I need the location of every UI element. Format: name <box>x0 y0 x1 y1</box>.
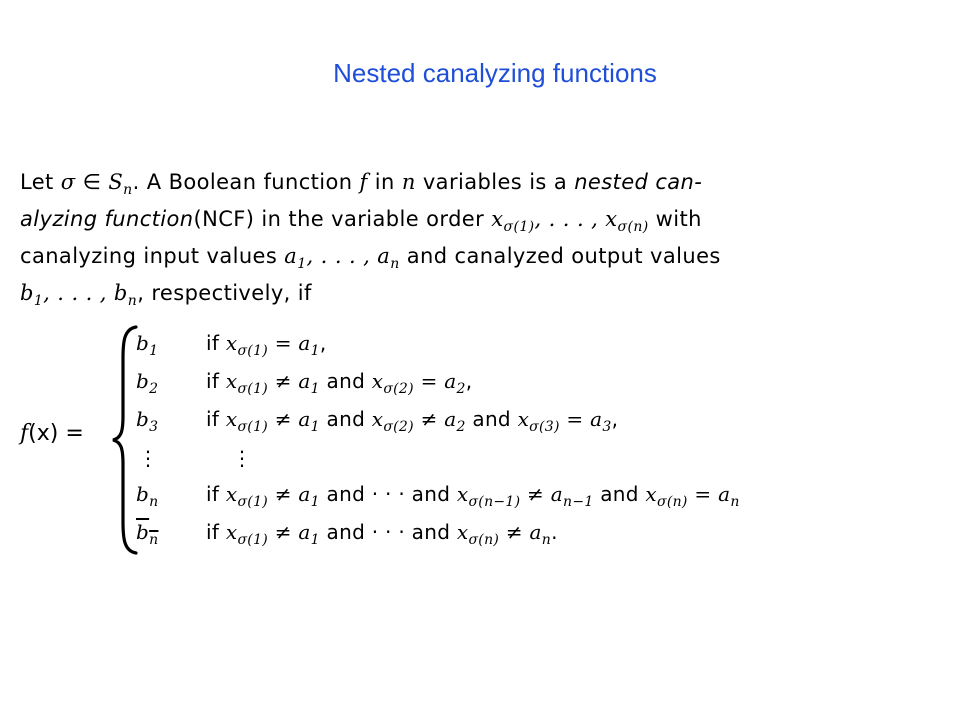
vertical-dots: ⋮ <box>138 446 158 470</box>
case-value: $b_2$ <box>136 369 159 397</box>
case-condition: if $x_{\sigma(1)} \ne a_1$ and $x_{\sigma(2)} = a_2$, <box>206 369 473 397</box>
case-condition: if $x_{\sigma(1)} \ne a_1$ and $x_{\sigma(2)} \ne a_2$ and $x_{\sigma(3)} = a_3$, <box>206 407 619 435</box>
case-value: $b_1$ <box>136 331 159 359</box>
definition-line: canalyzing input values $a_1$, . . . , $a_n$ and canalyzed output values <box>20 244 721 272</box>
vertical-dots: ⋮ <box>232 446 252 470</box>
case-value: $b_3$ <box>136 407 159 435</box>
definition-line: Let σ ∈ $S_n$. A Boolean function f in n variables is a nested can- <box>20 170 703 198</box>
definition-line: alyzing function(NCF) in the variable order $x_{\sigma(1)}$, . . . , $x_{\sigma(n)}$ with <box>20 207 702 235</box>
formula-lhs: f(x) = <box>20 421 84 446</box>
case-condition: if $x_{\sigma(1)} \ne a_1$ and · · · and $x_{\sigma(n-1)} \ne a_{n-1}$ and $x_{\sigma(n)} = a_n$ <box>206 482 740 510</box>
slide-title: Nested canalyzing functions <box>333 58 657 88</box>
case-condition: if $x_{\sigma(1)} = a_1$, <box>206 331 327 359</box>
case-value: $b_n$ <box>136 482 159 510</box>
definition-paragraph <box>20 164 890 312</box>
definition-line: $b_1$, . . . , $b_n$, respectively, if <box>20 281 312 309</box>
case-condition: if $x_{\sigma(1)} \ne a_1$ and · · · and $x_{\sigma(n)} \ne a_n$. <box>206 520 558 548</box>
case-value: $b_n$ <box>136 520 159 548</box>
